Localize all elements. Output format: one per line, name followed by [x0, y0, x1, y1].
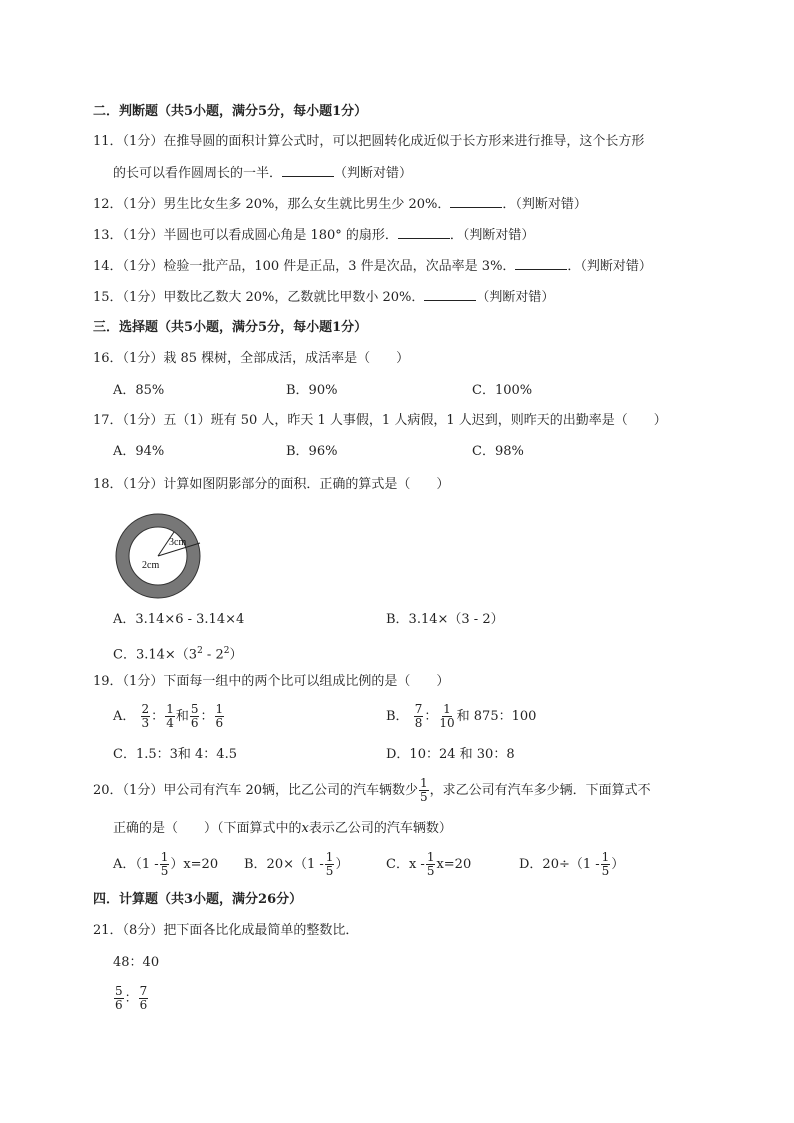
answer-blank[interactable]	[424, 288, 476, 301]
option-a[interactable]: A．（1 - $\frac{1}{5}$ ）x=20	[113, 850, 219, 878]
question-13: 13．（1分）半圆也可以看成圆心角是 180° 的扇形． ．（判断对错）	[93, 228, 535, 243]
ratio-item-1: 48：40	[113, 955, 160, 970]
option-c[interactable]: C．x - $\frac{1}{5}$ x=20	[386, 850, 472, 878]
option-d[interactable]: D．20÷（1 - $\frac{1}{5}$ ）	[519, 850, 625, 878]
question-16-stem: 16．（1分）栽 85 棵树，全部成活，成活率是（ ）	[93, 351, 410, 366]
option-d[interactable]: D．10：24 和 30：8	[386, 747, 515, 762]
question-20-line2: 正确的是（ ）（下面算式中的x表示乙公司的汽车辆数）	[113, 821, 452, 836]
annulus-figure	[112, 510, 204, 602]
answer-blank[interactable]	[450, 195, 502, 208]
section-title-judgement: 二．判断题（共5小题，满分5分，每小题1分）	[93, 104, 368, 119]
question-11-line2: 的长可以看作圆周长的一半． （判断对错）	[113, 166, 413, 181]
answer-blank[interactable]	[398, 226, 450, 239]
option-a[interactable]: A．3.14×6 - 3.14×4	[113, 612, 245, 627]
question-14: 14．（1分）检验一批产品，100 件是正品，3 件是次品，次品率是 3%． ．（判断对错）	[93, 259, 652, 274]
option-a[interactable]: A．94%	[113, 444, 165, 459]
ratio-item-2: $\frac{5}{6}$ ： $\frac{7}{6}$	[115, 984, 148, 1012]
question-18-stem: 18．（1分）计算如图阴影部分的面积．正确的算式是（ ）	[93, 477, 450, 492]
question-12: 12．（1分）男生比女生多 20%，那么女生就比男生少 20%． ．（判断对错）	[93, 197, 587, 212]
section-title-calculation: 四．计算题（共3小题，满分26分）	[93, 892, 303, 907]
question-20-line1: 20．（1分）甲公司有汽车 20辆，比乙公司的汽车辆数少 $\frac{1}{5}$ ，求乙公司有汽车多少辆．下面算式不	[93, 776, 651, 804]
option-c[interactable]: C．$3.14\times(3^2 - 2^2)$	[113, 646, 243, 663]
answer-blank[interactable]	[282, 164, 334, 177]
option-b[interactable]: B．96%	[286, 444, 338, 459]
question-11-line1: 11．（1分）在推导圆的面积计算公式时，可以把圆转化成近似于长方形来进行推导，这个长方形	[93, 134, 645, 149]
option-b[interactable]: B．20×（1 - $\frac{1}{5}$ ）	[244, 850, 349, 878]
option-b[interactable]: B．3.14×（3 - 2）	[386, 612, 504, 627]
option-a[interactable]: A． $\frac{2}{3}$ ： $\frac{1}{4}$ 和 $\frac{5}{6}$ ： $\frac{1}{6}$	[113, 702, 224, 730]
option-c[interactable]: C．98%	[472, 444, 524, 459]
option-b[interactable]: B． $\frac{7}{8}$ ： $\frac{1}{10}$ 和 875：100	[386, 702, 537, 730]
option-c[interactable]: C．100%	[472, 383, 533, 398]
option-b[interactable]: B．90%	[286, 383, 338, 398]
question-19-stem: 19．（1分）下面每一组中的两个比可以组成比例的是（ ）	[93, 674, 450, 689]
question-17-stem: 17．（1分）五（1）班有 50 人，昨天 1 人事假，1 人病假，1 人迟到，则昨天的出勤率是（ ）	[93, 413, 667, 428]
section-title-choice: 三．选择题（共5小题，满分5分，每小题1分）	[93, 320, 368, 335]
inner-radius-label: 2cm	[142, 560, 160, 571]
outer-radius-label: 3cm	[169, 537, 187, 548]
question-21-stem: 21．（8分）把下面各比化成最简单的整数比．	[93, 923, 359, 938]
option-a[interactable]: A．85%	[113, 383, 165, 398]
question-15: 15．（1分）甲数比乙数大 20%，乙数就比甲数小 20%． （判断对错）	[93, 290, 555, 305]
answer-blank[interactable]	[515, 257, 567, 270]
option-c[interactable]: C．1.5：3和 4：4.5	[113, 747, 237, 762]
